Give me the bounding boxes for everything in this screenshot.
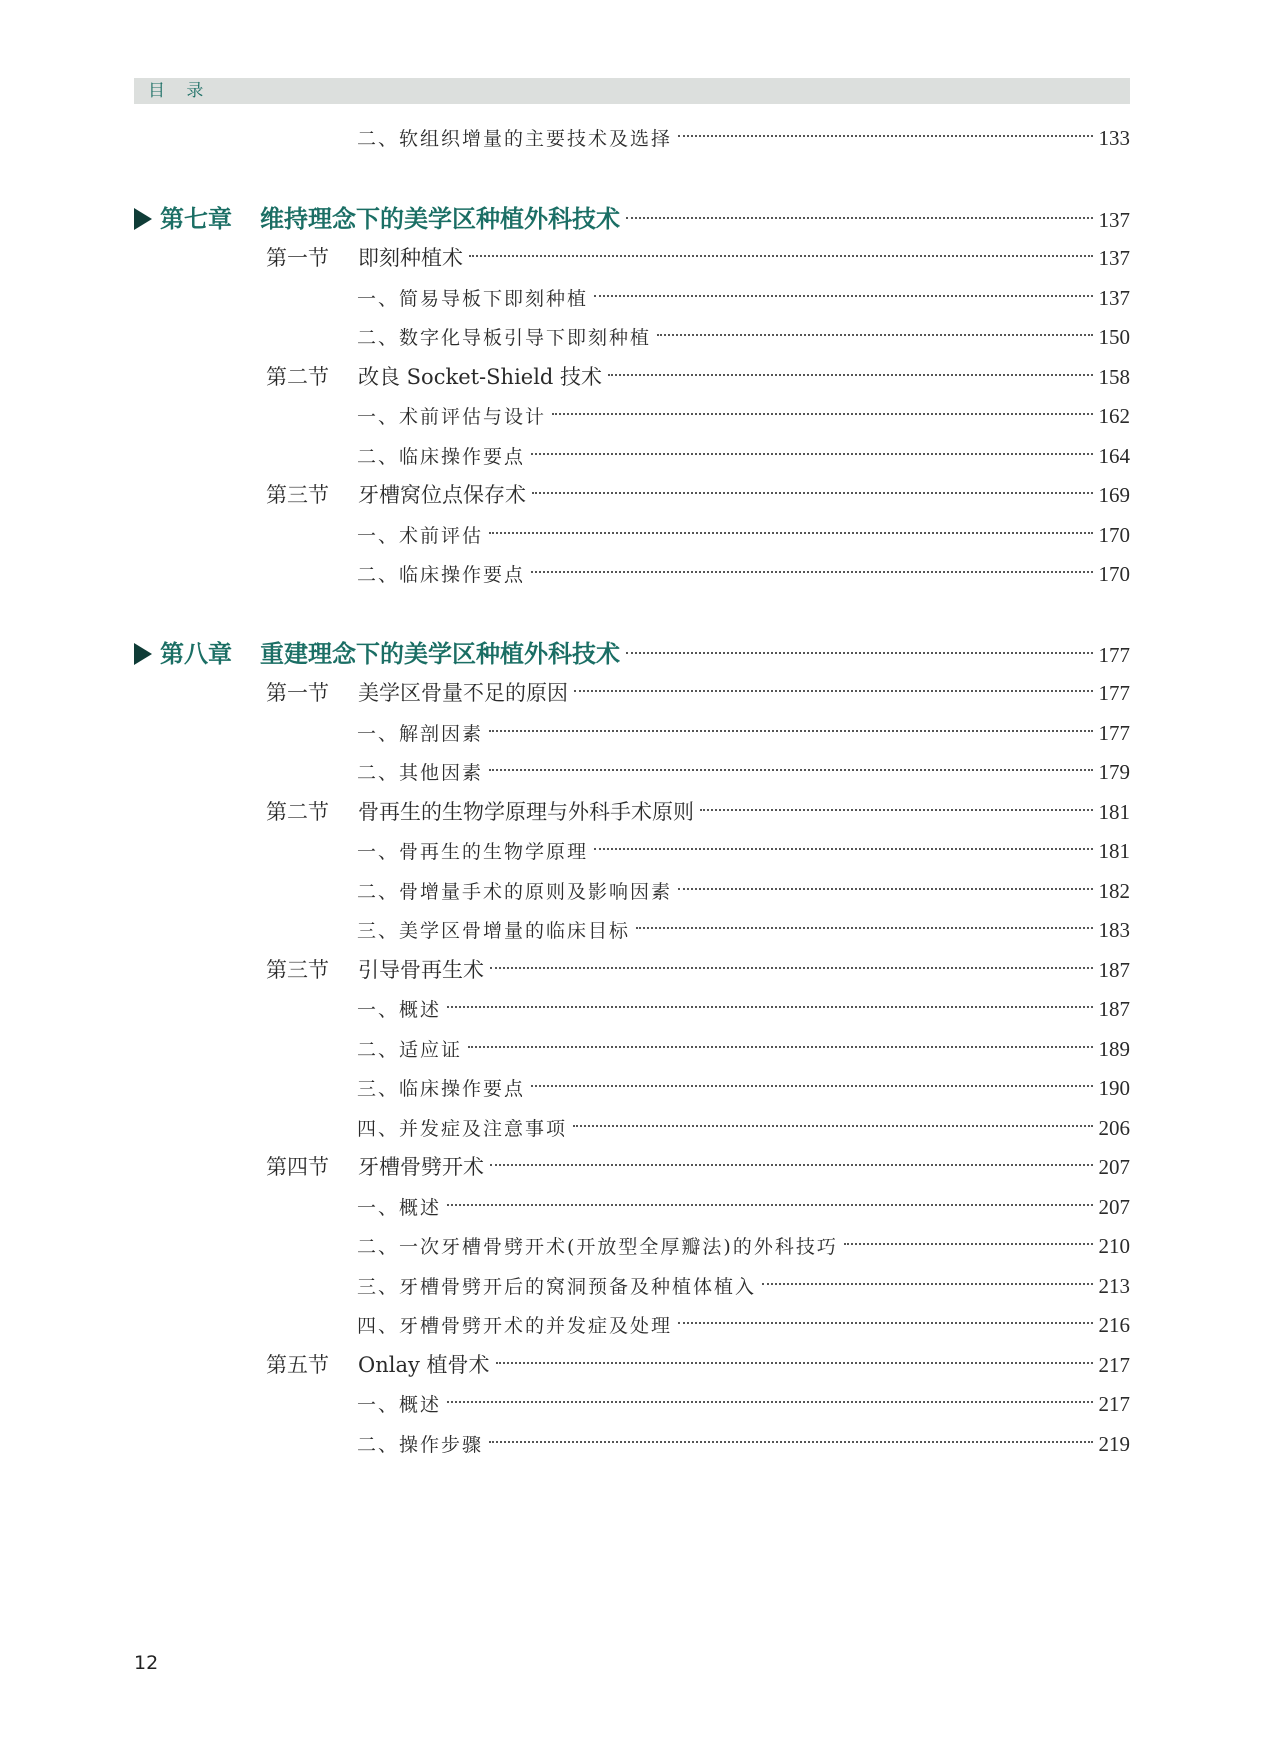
dot-leader: [489, 1441, 1092, 1443]
toc-section-entry[interactable]: [266, 360, 1130, 394]
section-title: 骨再生的生物学原理与外科手术原则: [358, 800, 694, 824]
toc-page-number: 177: [1098, 643, 1130, 667]
dot-leader: [678, 135, 1092, 137]
toc-page-number: 213: [1098, 1274, 1130, 1298]
subsection-title: 一、概述: [357, 999, 442, 1021]
toc-section-entry[interactable]: [266, 795, 1130, 829]
section-number: 第五节: [266, 1353, 329, 1377]
dot-leader: [532, 492, 1093, 494]
toc-section-entry[interactable]: [266, 478, 1130, 512]
toc-subsection-entry[interactable]: [357, 1387, 1130, 1421]
toc-subsection-entry[interactable]: [357, 518, 1130, 552]
toc-section-entry[interactable]: [266, 241, 1130, 275]
toc-section-entry[interactable]: [266, 676, 1130, 710]
toc-page-number: 137: [1098, 286, 1130, 310]
section-label: [266, 953, 484, 989]
subsection-title: 一、简易导板下即刻种植: [357, 288, 589, 310]
dot-leader: [531, 453, 1092, 455]
toc-page-number: 137: [1098, 246, 1130, 270]
dot-leader: [608, 374, 1092, 376]
toc-page-number: 187: [1098, 997, 1130, 1021]
section-label: [266, 478, 526, 514]
toc-chapter-entry[interactable]: [134, 637, 1130, 671]
section-label: [266, 795, 694, 831]
dot-leader: [531, 571, 1092, 573]
toc-section-entry[interactable]: [266, 1150, 1130, 1184]
section-title: 即刻种植术: [358, 246, 463, 270]
toc-subsection-entry[interactable]: [357, 992, 1130, 1026]
subsection-title: 三、临床操作要点: [357, 1078, 526, 1100]
subsection-title: 二、一次牙槽骨劈开术(开放型全厚瓣法)的外科技巧: [357, 1236, 838, 1258]
toc-page-number: 164: [1098, 444, 1130, 468]
toc-subsection-entry[interactable]: [357, 874, 1130, 908]
chapter-title: 维持理念下的美学区种植外科技术: [260, 205, 620, 233]
toc-page-number: 189: [1098, 1037, 1130, 1061]
page-number: 12: [134, 1652, 159, 1674]
toc-subsection-entry[interactable]: [357, 399, 1130, 433]
subsection-title: 二、操作步骤: [357, 1434, 484, 1456]
toc-page-number: 219: [1098, 1432, 1130, 1456]
toc-page-number: 207: [1098, 1195, 1130, 1219]
toc-page-number: 150: [1098, 325, 1130, 349]
section-number: 第四节: [266, 1155, 329, 1179]
toc-subsection-entry[interactable]: [357, 1229, 1130, 1263]
section-number: 第一节: [266, 246, 329, 270]
toc-page-number: 179: [1098, 760, 1130, 784]
dot-leader: [844, 1243, 1093, 1245]
dot-leader: [594, 295, 1092, 297]
section-title: 引导骨再生术: [358, 958, 484, 982]
toc-subsection-entry[interactable]: [357, 716, 1130, 750]
dot-leader: [636, 927, 1092, 929]
dot-leader: [626, 217, 1093, 219]
section-label: [266, 241, 463, 277]
section-title: Onlay 植骨术: [358, 1353, 490, 1377]
dot-leader: [496, 1362, 1093, 1364]
toc-section-entry[interactable]: [266, 953, 1130, 987]
subsection-title: 三、美学区骨增量的临床目标: [357, 920, 631, 942]
section-number: 第三节: [266, 958, 329, 982]
toc-subsection-entry[interactable]: [357, 1427, 1130, 1461]
section-label: [266, 676, 568, 712]
toc-subsection-entry[interactable]: [357, 1071, 1130, 1105]
toc-page-number: 183: [1098, 918, 1130, 942]
header-label: 目 录: [148, 81, 212, 101]
toc-page-number: 187: [1098, 958, 1130, 982]
section-title: 牙槽骨劈开术: [358, 1155, 484, 1179]
toc-subsection-entry[interactable]: [357, 1190, 1130, 1224]
toc-subsection-entry[interactable]: [357, 1111, 1130, 1145]
dot-leader: [447, 1204, 1092, 1206]
chapter-number: 第七章: [160, 205, 232, 233]
dot-leader: [574, 690, 1093, 692]
dot-leader: [657, 334, 1092, 336]
toc-subsection-entry[interactable]: [357, 320, 1130, 354]
dot-leader: [531, 1085, 1092, 1087]
toc-subsection-entry[interactable]: [357, 755, 1130, 789]
toc-page-number: 210: [1098, 1234, 1130, 1258]
subsection-title: 二、临床操作要点: [357, 446, 526, 468]
toc-page-number: 206: [1098, 1116, 1130, 1140]
toc-subsection-entry[interactable]: [357, 121, 1130, 155]
dot-leader: [700, 809, 1093, 811]
subsection-title: 一、解剖因素: [357, 723, 484, 745]
dot-leader: [594, 848, 1092, 850]
toc-page-number: 158: [1098, 365, 1130, 389]
chapter-label: [160, 202, 620, 239]
subsection-title: 四、并发症及注意事项: [357, 1118, 568, 1140]
dot-leader: [573, 1125, 1092, 1127]
toc-page-number: 217: [1098, 1392, 1130, 1416]
toc-page-number: 162: [1098, 404, 1130, 428]
dot-leader: [552, 413, 1092, 415]
section-label: [266, 1150, 484, 1186]
toc-page-number: 207: [1098, 1155, 1130, 1179]
dot-leader: [468, 1046, 1092, 1048]
subsection-title: 二、其他因素: [357, 762, 484, 784]
subsection-title: 二、软组织增量的主要技术及选择: [357, 128, 673, 150]
toc-page-number: 170: [1098, 523, 1130, 547]
dot-leader: [447, 1006, 1092, 1008]
toc-page-number: 177: [1098, 721, 1130, 745]
section-title: 美学区骨量不足的原因: [358, 681, 568, 705]
subsection-title: 一、术前评估与设计: [357, 406, 547, 428]
section-title: 牙槽窝位点保存术: [358, 483, 526, 507]
chapter-number: 第八章: [160, 640, 232, 668]
toc-chapter-entry[interactable]: [134, 202, 1130, 236]
subsection-title: 三、牙槽骨劈开后的窝洞预备及种植体植入: [357, 1276, 757, 1298]
dot-leader: [489, 532, 1092, 534]
subsection-title: 一、术前评估: [357, 525, 484, 547]
subsection-title: 一、概述: [357, 1197, 442, 1219]
toc-page-number: 217: [1098, 1353, 1130, 1377]
dot-leader: [626, 652, 1093, 654]
toc-page-number: 190: [1098, 1076, 1130, 1100]
section-number: 第二节: [266, 800, 329, 824]
toc-subsection-entry[interactable]: [357, 557, 1130, 591]
chapter-label: [160, 637, 620, 674]
subsection-title: 一、概述: [357, 1394, 442, 1416]
subsection-title: 二、适应证: [357, 1039, 463, 1061]
section-title: 改良 Socket-Shield 技术: [358, 365, 603, 389]
chapter-triangle-icon: [134, 643, 152, 665]
toc-subsection-entry[interactable]: [357, 834, 1130, 868]
chapter-title: 重建理念下的美学区种植外科技术: [260, 640, 620, 668]
subsection-title: 一、骨再生的生物学原理: [357, 841, 589, 863]
section-label: [266, 360, 602, 396]
dot-leader: [489, 769, 1092, 771]
section-number: 第一节: [266, 681, 329, 705]
toc-page-number: 216: [1098, 1313, 1130, 1337]
subsection-title: 二、骨增量手术的原则及影响因素: [357, 881, 673, 903]
dot-leader: [678, 888, 1092, 890]
toc-page-number: 170: [1098, 562, 1130, 586]
chapter-triangle-icon: [134, 208, 152, 230]
dot-leader: [447, 1401, 1092, 1403]
section-number: 第二节: [266, 365, 329, 389]
toc-subsection-entry[interactable]: [357, 1032, 1130, 1066]
section-label: [266, 1348, 490, 1384]
toc-subsection-entry[interactable]: [357, 439, 1130, 473]
subsection-title: 四、牙槽骨劈开术的并发症及处理: [357, 1315, 673, 1337]
dot-leader: [469, 255, 1093, 257]
section-number: 第三节: [266, 483, 329, 507]
toc-page-number: 169: [1098, 483, 1130, 507]
toc-subsection-entry[interactable]: [357, 1308, 1130, 1342]
dot-leader: [678, 1322, 1092, 1324]
dot-leader: [762, 1283, 1092, 1285]
subsection-title: 二、临床操作要点: [357, 564, 526, 586]
toc-subsection-entry[interactable]: [357, 1269, 1130, 1303]
toc-subsection-entry[interactable]: [357, 913, 1130, 947]
toc-page-number: 177: [1098, 681, 1130, 705]
toc-page-number: 137: [1098, 208, 1130, 232]
dot-leader: [490, 1164, 1093, 1166]
toc-page-number: 181: [1098, 800, 1130, 824]
toc-page-number: 182: [1098, 879, 1130, 903]
toc-subsection-entry[interactable]: [357, 281, 1130, 315]
toc-page-number: 181: [1098, 839, 1130, 863]
toc-section-entry[interactable]: [266, 1348, 1130, 1382]
toc-page-number: 133: [1098, 126, 1130, 150]
subsection-title: 二、数字化导板引导下即刻种植: [357, 327, 652, 349]
dot-leader: [490, 967, 1093, 969]
dot-leader: [489, 730, 1092, 732]
